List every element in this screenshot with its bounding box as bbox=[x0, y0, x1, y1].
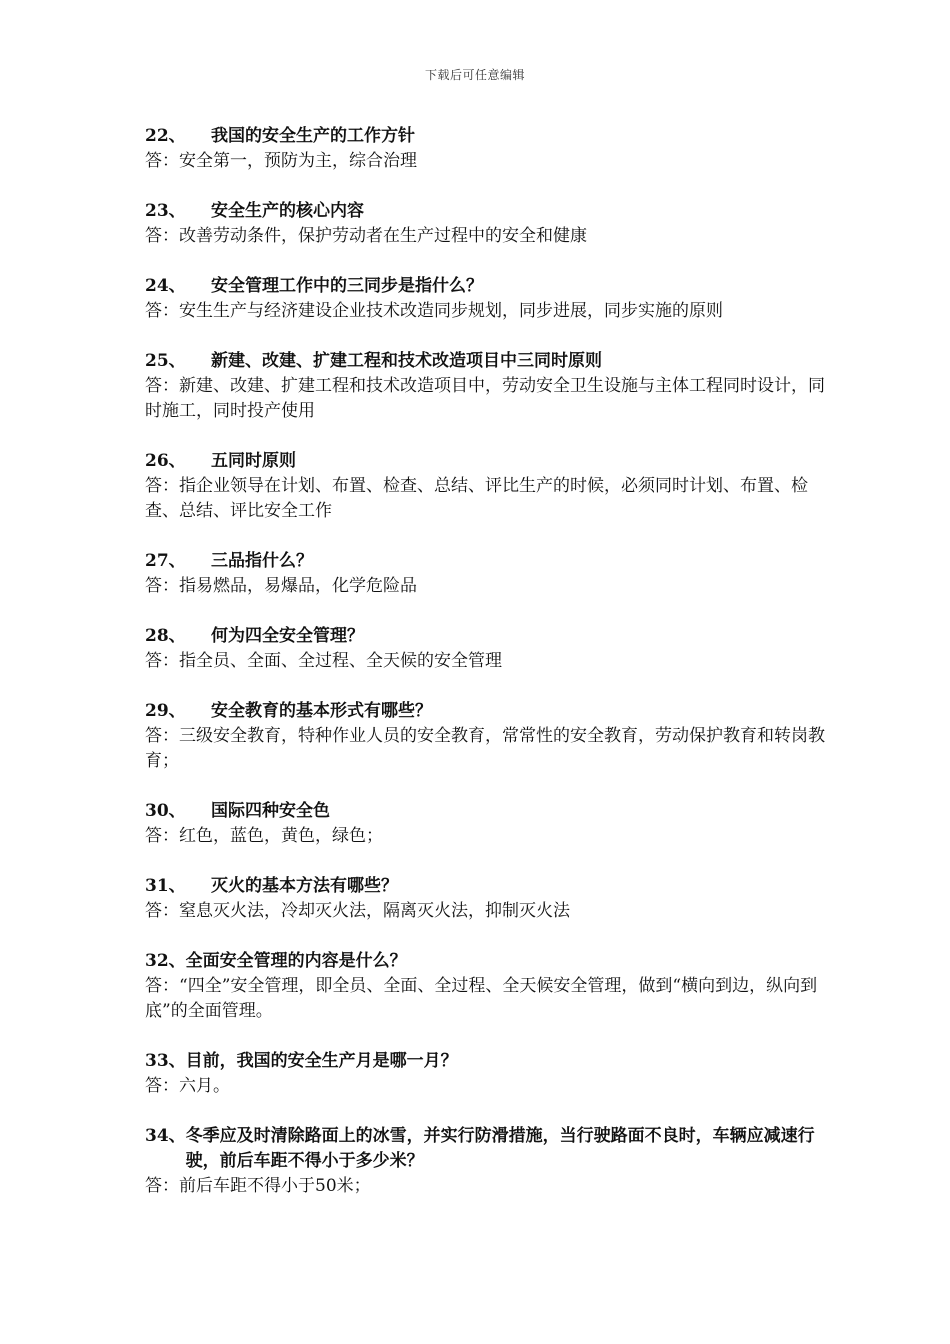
question-text: 全面安全管理的内容是什么？ bbox=[185, 951, 407, 971]
qa-item-31 bbox=[145, 874, 825, 924]
question-text: 国际四种安全色 bbox=[211, 801, 330, 821]
answer-text: 答：新建、改建、扩建工程和技术改造项目中，劳动安全卫生设施与主体工程同时设计，同时施工，同时投产使用 bbox=[145, 376, 825, 421]
question bbox=[145, 549, 825, 574]
question-number: 30、 bbox=[145, 801, 186, 821]
question-number: 22、 bbox=[145, 126, 186, 146]
answer-text: 答：“四全”安全管理，即全员、全面、全过程、全天候安全管理，做到“横向到边，纵向到底”的全面管理。 bbox=[145, 976, 818, 1021]
qa-item-32 bbox=[145, 949, 825, 1024]
qa-item-24 bbox=[145, 274, 825, 324]
question bbox=[145, 949, 825, 974]
question bbox=[145, 624, 825, 649]
question-text: 何为四全安全管理？ bbox=[211, 626, 364, 646]
question-number: 24、 bbox=[145, 276, 186, 296]
answer-text: 答：指企业领导在计划、布置、检查、总结、评比生产的时候，必须同时计划、布置、检查、总结、评比安全工作 bbox=[145, 476, 808, 521]
qa-item-23 bbox=[145, 199, 825, 249]
question-text: 五同时原则 bbox=[211, 451, 296, 471]
question bbox=[145, 874, 825, 899]
question-number: 27、 bbox=[145, 551, 186, 571]
question bbox=[145, 349, 825, 374]
qa-item-25 bbox=[145, 349, 825, 424]
answer-text: 答：安生生产与经济建设企业技术改造同步规划，同步进展，同步实施的原则 bbox=[145, 301, 723, 321]
qa-item-33 bbox=[145, 1049, 825, 1099]
question-text: 冬季应及时清除路面上的冰雪，并实行防滑措施，当行驶路面不良时，车辆应减速行驶，前后车距不得小于多少米？ bbox=[185, 1126, 815, 1171]
qa-item-26 bbox=[145, 449, 825, 524]
qa-item-22 bbox=[145, 124, 825, 174]
question-number: 33、 bbox=[145, 1051, 186, 1071]
answer-text: 答：三级安全教育，特种作业人员的安全教育，常常性的安全教育，劳动保护教育和转岗教育； bbox=[145, 726, 825, 771]
answer-text: 答：窒息灭火法，冷却灭火法，隔离灭火法，抑制灭火法 bbox=[145, 901, 570, 921]
answer-text: 答：六月。 bbox=[145, 1076, 230, 1096]
question bbox=[145, 799, 825, 824]
question-number: 29、 bbox=[145, 701, 186, 721]
question-number: 28、 bbox=[145, 626, 186, 646]
answer-text: 答：红色，蓝色，黄色，绿色； bbox=[145, 826, 383, 846]
answer-text: 答：指易燃品，易爆品，化学危险品 bbox=[145, 576, 417, 596]
qa-item-34 bbox=[145, 1124, 825, 1199]
question-text: 灭火的基本方法有哪些？ bbox=[211, 876, 398, 896]
question bbox=[145, 199, 825, 224]
qa-item-30 bbox=[145, 799, 825, 849]
question-number: 23、 bbox=[145, 201, 186, 221]
answer-text: 答：前后车距不得小于50米； bbox=[145, 1176, 371, 1196]
question-number: 31、 bbox=[145, 876, 186, 896]
question bbox=[145, 699, 825, 724]
question bbox=[145, 124, 825, 149]
question-text: 我国的安全生产的工作方针 bbox=[211, 126, 415, 146]
qa-item-27 bbox=[145, 549, 825, 599]
qa-item-29 bbox=[145, 699, 825, 774]
question-number: 32、 bbox=[145, 951, 186, 971]
answer-text: 答：改善劳动条件，保护劳动者在生产过程中的安全和健康 bbox=[145, 226, 587, 246]
page-header: 下载后可任意编辑 bbox=[424, 68, 525, 82]
question-number: 26、 bbox=[145, 451, 186, 471]
question-text: 安全管理工作中的三同步是指什么？ bbox=[211, 276, 483, 296]
question-number: 25、 bbox=[145, 351, 186, 371]
question bbox=[145, 1049, 825, 1074]
question-text: 新建、改建、扩建工程和技术改造项目中三同时原则 bbox=[211, 351, 602, 371]
qa-item-28 bbox=[145, 624, 825, 674]
question-text: 三品指什么？ bbox=[211, 551, 313, 571]
question-text: 目前，我国的安全生产月是哪一月？ bbox=[185, 1051, 458, 1071]
question bbox=[145, 1124, 825, 1174]
question-text: 安全生产的核心内容 bbox=[211, 201, 364, 221]
question bbox=[145, 449, 825, 474]
document-body bbox=[145, 124, 825, 1224]
answer-text: 答：指全员、全面、全过程、全天候的安全管理 bbox=[145, 651, 502, 671]
question-text: 安全教育的基本形式有哪些？ bbox=[211, 701, 432, 721]
question-number: 34、 bbox=[145, 1126, 186, 1146]
question bbox=[145, 274, 825, 299]
answer-text: 答：安全第一，预防为主，综合治理 bbox=[145, 151, 417, 171]
